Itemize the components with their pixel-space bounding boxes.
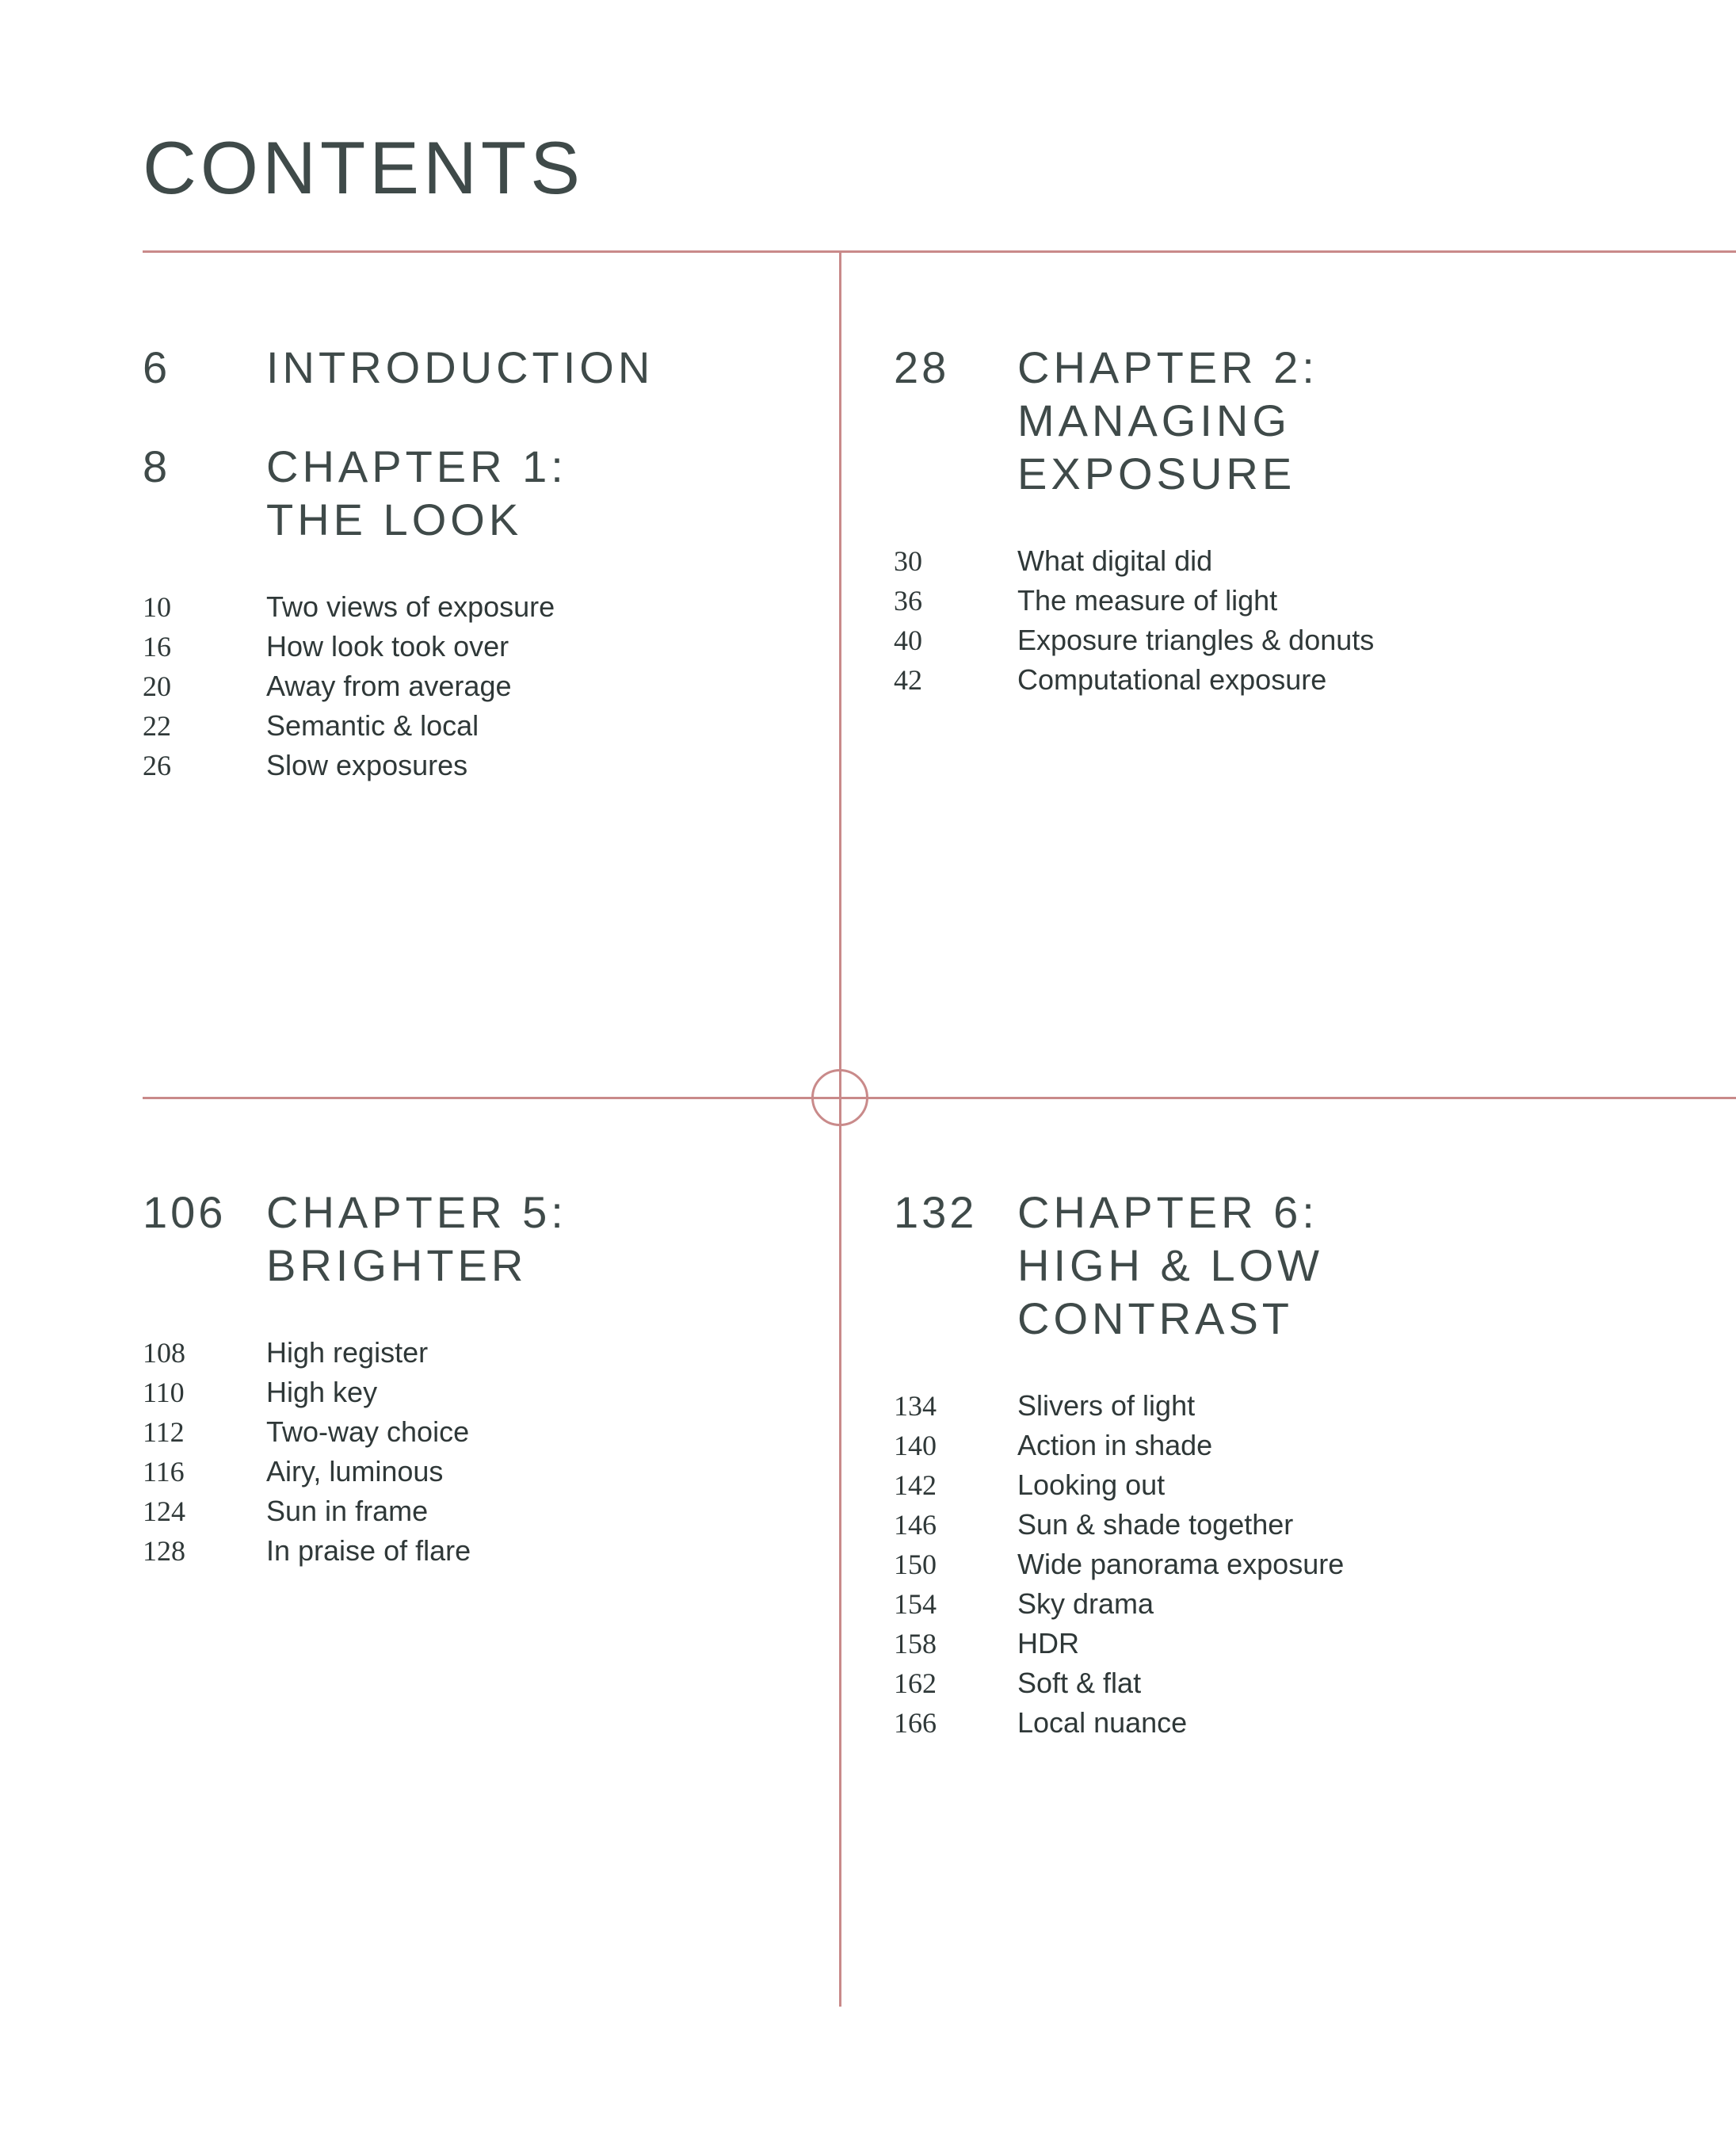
toc-entry[interactable] (894, 1584, 1686, 1624)
chapter-title-line: HIGH & LOW (1017, 1240, 1324, 1290)
toc-entry[interactable] (894, 1545, 1686, 1584)
chapter-page-number: 6 (143, 342, 171, 392)
entry-page-number: 110 (143, 1377, 185, 1408)
chapter-heading (894, 341, 1686, 500)
quadrant-top-right (894, 341, 1686, 746)
entry-page-number: 128 (143, 1535, 185, 1567)
chapter-title-line: CHAPTER 2: (1017, 342, 1318, 392)
chapter-page-number: 28 (894, 342, 950, 392)
toc-entry[interactable] (143, 587, 816, 627)
toc-entry[interactable] (894, 621, 1686, 660)
toc-entry[interactable] (894, 1386, 1686, 1426)
chapter-title (1017, 1186, 1686, 1345)
entry-title: Soft & flat (1017, 1667, 1142, 1699)
chapter-title-line: CONTRAST (1017, 1293, 1293, 1343)
entry-page-number: 124 (143, 1495, 185, 1527)
top-rule (143, 250, 1736, 253)
toc-entry[interactable] (894, 541, 1686, 581)
entry-page-number: 166 (894, 1707, 937, 1739)
entry-title: Action in shade (1017, 1429, 1213, 1461)
toc-entry[interactable] (143, 706, 816, 746)
chapter-block (143, 341, 816, 394)
chapter-heading (143, 341, 816, 394)
entry-title: HDR (1017, 1627, 1079, 1659)
chapter-page-number: 106 (143, 1187, 227, 1237)
toc-entry[interactable] (143, 666, 816, 706)
chapter-title-line: THE LOOK (266, 495, 523, 544)
entry-page-number: 134 (894, 1390, 937, 1422)
entry-page-number: 30 (894, 545, 922, 577)
entry-title: High key (266, 1376, 378, 1408)
entry-list (894, 1386, 1686, 1743)
chapter-block (143, 440, 816, 785)
entry-title: Wide panorama exposure (1017, 1548, 1345, 1580)
toc-entry[interactable] (894, 1663, 1686, 1703)
entry-page-number: 150 (894, 1549, 937, 1580)
entry-page-number: 36 (894, 585, 922, 617)
chapter-title-line: BRIGHTER (266, 1240, 528, 1290)
page-title: CONTENTS (143, 126, 584, 209)
toc-entry[interactable] (894, 660, 1686, 700)
entry-title: Sun & shade together (1017, 1508, 1294, 1541)
entry-page-number: 112 (143, 1416, 185, 1448)
toc-entry[interactable] (894, 1505, 1686, 1545)
entry-title: High register (266, 1336, 429, 1369)
toc-entry[interactable] (143, 1491, 816, 1531)
chapter-block (143, 1186, 816, 1571)
toc-entry[interactable] (894, 581, 1686, 621)
vertical-rule (839, 250, 841, 2007)
entry-title: What digital did (1017, 544, 1213, 577)
entry-page-number: 154 (894, 1588, 937, 1620)
toc-entry[interactable] (143, 627, 816, 666)
chapter-title-line: CHAPTER 1: (266, 441, 567, 491)
entry-page-number: 162 (894, 1667, 937, 1699)
chapter-block (894, 1186, 1686, 1743)
entry-page-number: 142 (894, 1469, 937, 1501)
chapter-title-line: INTRODUCTION (266, 342, 654, 392)
toc-entry[interactable] (143, 1452, 816, 1491)
quadrant-top-left (143, 341, 816, 831)
entry-title: Two views of exposure (266, 590, 555, 623)
entry-title: Sun in frame (266, 1495, 429, 1527)
entry-list (894, 541, 1686, 700)
chapter-page-number: 8 (143, 441, 171, 491)
entry-title: Computational exposure (1017, 663, 1327, 696)
entry-page-number: 16 (143, 631, 171, 663)
entry-list (143, 587, 816, 785)
chapter-title-line: CHAPTER 6: (1017, 1187, 1318, 1237)
toc-entry[interactable] (894, 1703, 1686, 1743)
chapter-heading (894, 1186, 1686, 1345)
toc-entry[interactable] (894, 1465, 1686, 1505)
entry-title: Slivers of light (1017, 1389, 1196, 1422)
toc-entry[interactable] (894, 1624, 1686, 1663)
toc-entry[interactable] (143, 1531, 816, 1571)
entry-title: Local nuance (1017, 1706, 1188, 1739)
entry-title: Looking out (1017, 1468, 1166, 1501)
entry-title: Slow exposures (266, 749, 468, 781)
toc-entry[interactable] (143, 746, 816, 785)
middle-rule (143, 1097, 1736, 1099)
toc-entry[interactable] (894, 1426, 1686, 1465)
toc-entry[interactable] (143, 1333, 816, 1373)
chapter-title-line: CHAPTER 5: (266, 1187, 567, 1237)
chapter-heading (143, 440, 816, 546)
chapter-title (266, 1186, 816, 1292)
chapter-title (266, 341, 816, 394)
entry-title: How look took over (266, 630, 509, 663)
entry-page-number: 40 (894, 624, 922, 656)
entry-title: Semantic & local (266, 709, 479, 742)
entry-page-number: 42 (894, 664, 922, 696)
entry-page-number: 26 (143, 750, 171, 781)
entry-page-number: 108 (143, 1337, 185, 1369)
entry-page-number: 116 (143, 1456, 185, 1488)
entry-page-number: 10 (143, 591, 171, 623)
crosshair-icon (811, 1069, 868, 1126)
toc-entry[interactable] (143, 1373, 816, 1412)
entry-page-number: 140 (894, 1430, 937, 1461)
entry-page-number: 146 (894, 1509, 937, 1541)
entry-title: Away from average (266, 670, 512, 702)
entry-page-number: 22 (143, 710, 171, 742)
chapter-block (894, 341, 1686, 700)
entry-title: In praise of flare (266, 1534, 471, 1567)
quadrant-bottom-left (143, 1186, 816, 1617)
chapter-heading (143, 1186, 816, 1292)
entry-page-number: 158 (894, 1628, 937, 1659)
entry-title: Airy, luminous (266, 1455, 444, 1488)
chapter-page-number: 132 (894, 1187, 978, 1237)
chapter-title (266, 440, 816, 546)
entry-title: The measure of light (1017, 584, 1278, 617)
chapter-title (1017, 341, 1686, 500)
entry-title: Two-way choice (266, 1415, 470, 1448)
entry-title: Exposure triangles & donuts (1017, 624, 1375, 656)
entry-title: Sky drama (1017, 1587, 1154, 1620)
quadrant-bottom-right (894, 1186, 1686, 1789)
chapter-title-line: EXPOSURE (1017, 449, 1296, 498)
entry-page-number: 20 (143, 670, 171, 702)
chapter-title-line: MANAGING (1017, 395, 1291, 445)
entry-list (143, 1333, 816, 1571)
toc-entry[interactable] (143, 1412, 816, 1452)
